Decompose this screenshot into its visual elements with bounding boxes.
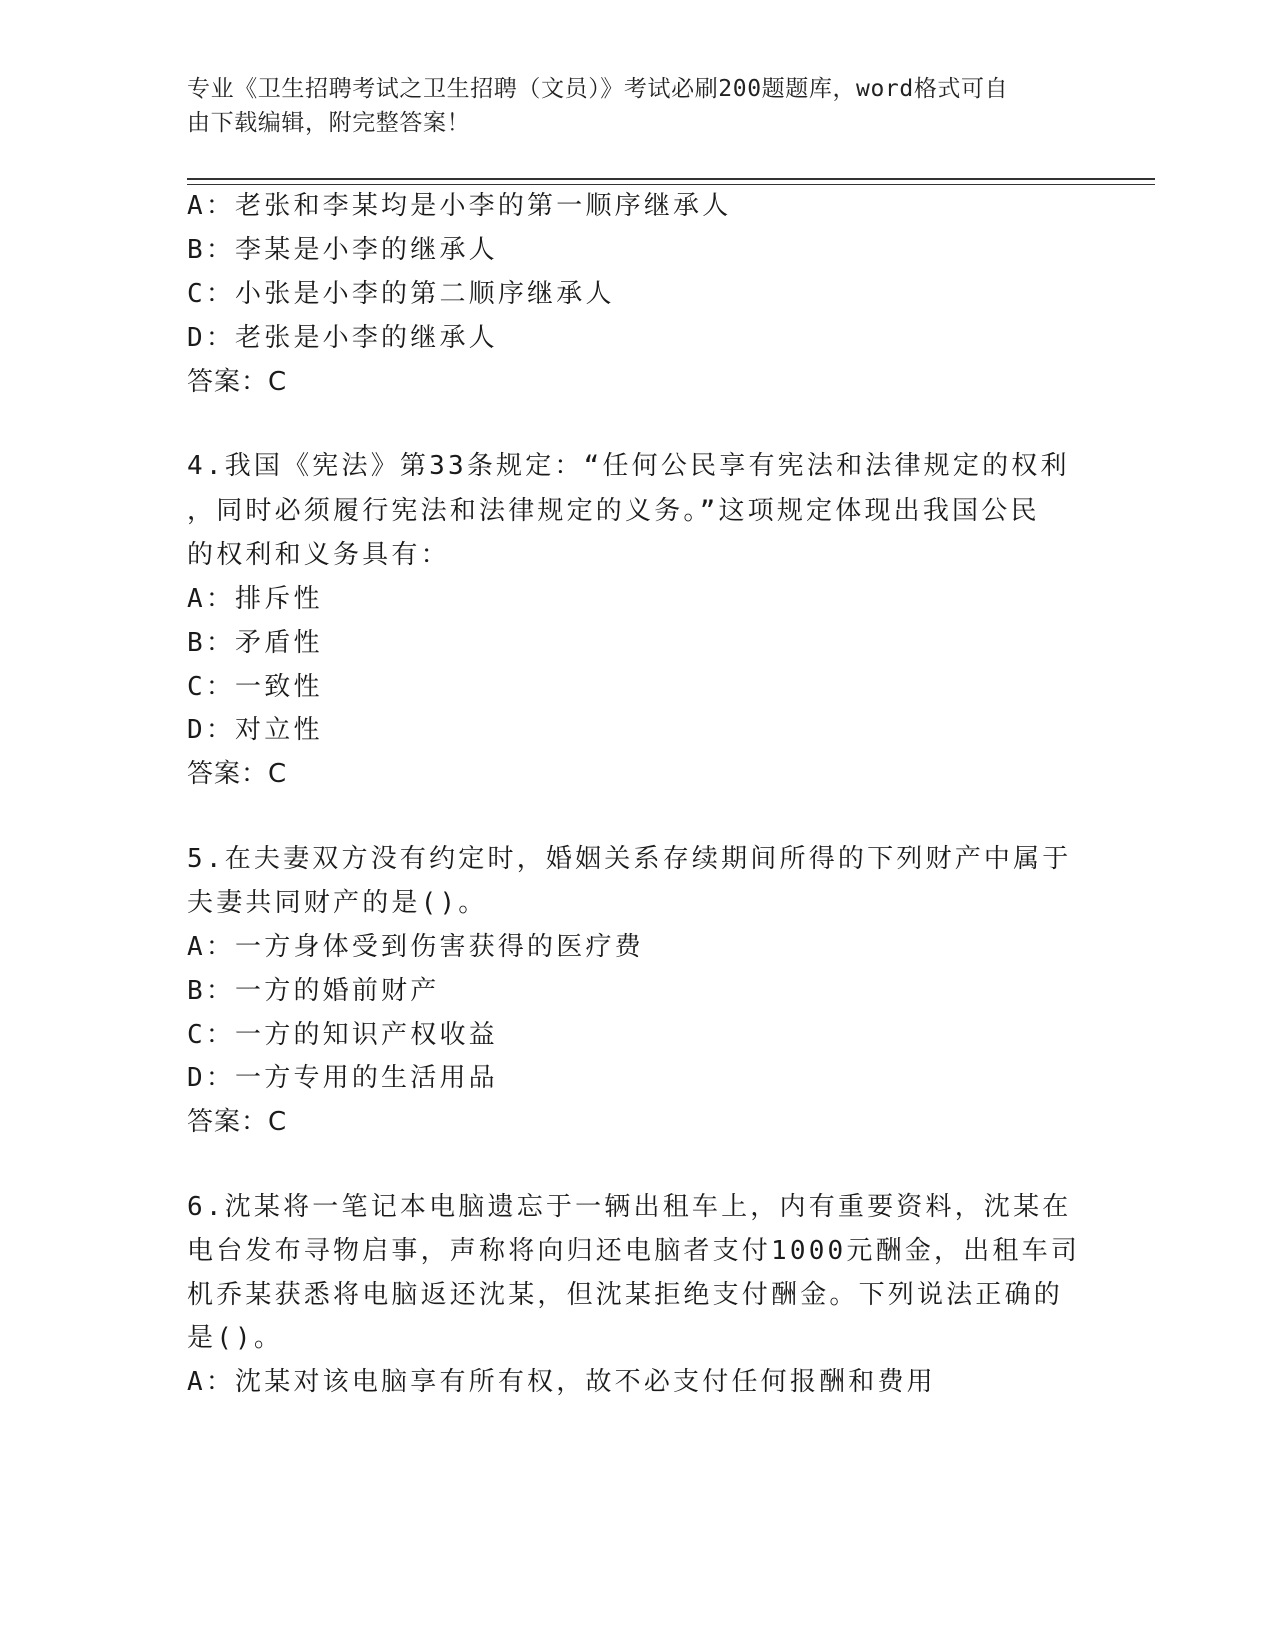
q3-option-c: C：小张是小李的第二顺序继承人: [187, 279, 615, 309]
q3-option-a: A：老张和李某均是小李的第一顺序继承人: [187, 191, 732, 221]
q3-option-b: B：李某是小李的继承人: [187, 235, 498, 265]
q6-stem-line-2: 电台发布寻物启事，声称将向归还电脑者支付1000元酬金，出租车司: [187, 1236, 1081, 1266]
q5-stem-line-1: 5.在夫妻双方没有约定时，婚姻关系存续期间所得的下列财产中属于: [187, 844, 1072, 874]
header-line-1: 专业《卫生招聘考试之卫生招聘（文员）》考试必刷200题题库，word格式可自: [187, 76, 1009, 102]
q3-option-d: D：老张是小李的继承人: [187, 323, 498, 353]
header-divider-thick: [187, 178, 1155, 180]
q6-stem-line-4: 是()。: [187, 1323, 284, 1353]
q5-option-c: C：一方的知识产权收益: [187, 1020, 498, 1050]
q4-answer: 答案：C: [187, 759, 288, 789]
q4-option-a: A：排斥性: [187, 584, 323, 614]
q4-option-d: D：对立性: [187, 715, 323, 745]
q5-option-d: D：一方专用的生活用品: [187, 1063, 498, 1093]
q5-option-b: B：一方的婚前财产: [187, 976, 440, 1006]
q4-option-b: B：矛盾性: [187, 628, 323, 658]
header-line-2: 由下载编辑，附完整答案！: [187, 110, 471, 136]
q3-answer: 答案：C: [187, 367, 288, 397]
q4-stem-line-1: 4.我国《宪法》第33条规定：“任何公民享有宪法和法律规定的权利: [187, 451, 1070, 481]
q6-option-a: A：沈某对该电脑享有所有权，故不必支付任何报酬和费用: [187, 1367, 936, 1397]
q6-stem-line-1: 6.沈某将一笔记本电脑遗忘于一辆出租车上，内有重要资料，沈某在: [187, 1192, 1072, 1222]
q6-stem-line-3: 机乔某获悉将电脑返还沈某，但沈某拒绝支付酬金。下列说法正确的: [187, 1280, 1064, 1310]
q4-stem-line-2: ，同时必须履行宪法和法律规定的义务。”这项规定体现出我国公民: [187, 496, 1040, 526]
header-divider-thin: [187, 184, 1155, 185]
q5-stem-line-2: 夫妻共同财产的是()。: [187, 888, 488, 918]
q5-answer: 答案：C: [187, 1107, 288, 1137]
q4-stem-line-3: 的权利和义务具有：: [187, 540, 450, 570]
q4-option-c: C：一致性: [187, 672, 323, 702]
q5-option-a: A：一方身体受到伤害获得的医疗费: [187, 932, 644, 962]
document-header: [187, 72, 1067, 140]
